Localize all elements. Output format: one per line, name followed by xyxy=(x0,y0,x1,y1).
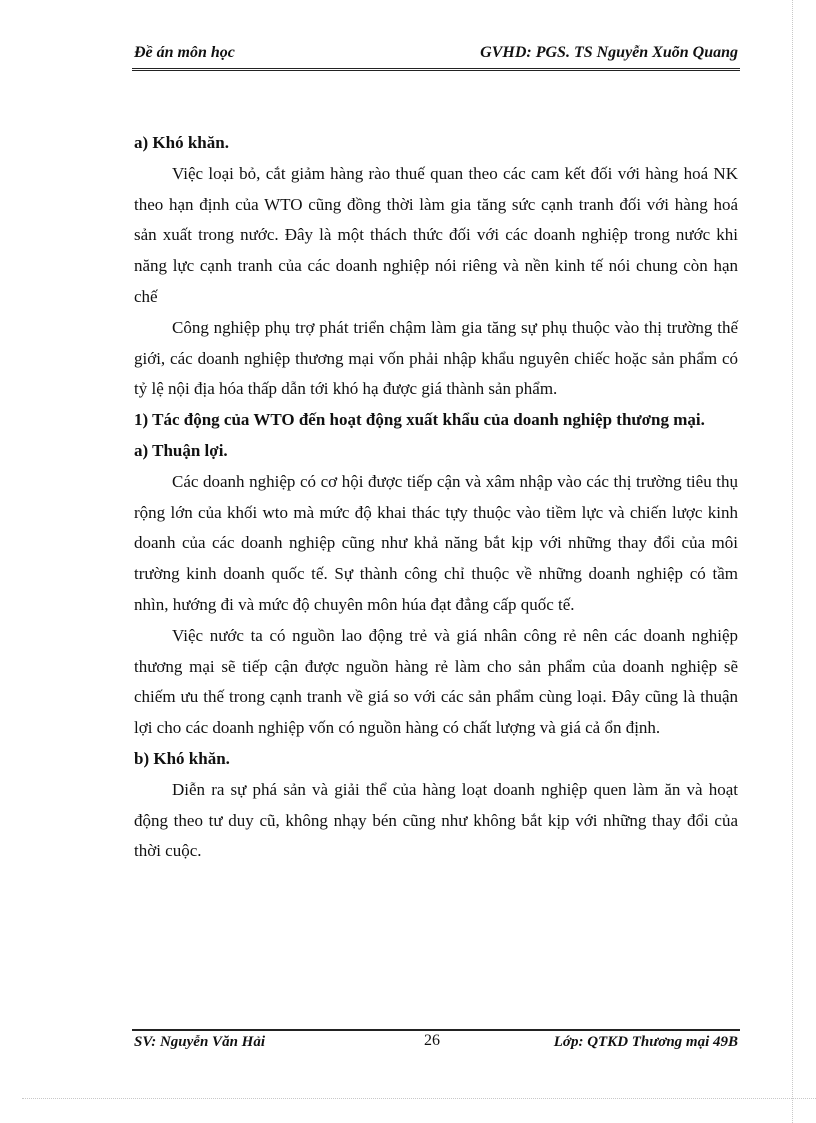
paragraph-supporting-industry: Công nghiệp phụ trợ phát triển chậm làm gia tăng sự phụ thuộc vào thị trường thế giới, các doanh nghiệp thương mại vốn phải nhập khẩu nguyên chiếc hoặc sản phẩm có tỷ lệ nội địa hóa thấp dẫn tới khó hạ được giá thành sản phẩm. xyxy=(134,317,738,399)
footer-divider xyxy=(132,1029,740,1031)
heading-advantages: a) Thuận lợi. xyxy=(134,440,228,460)
paragraph-labor-cost: Việc nước ta có nguồn lao động trẻ và giá nhân công rẻ nên các doanh nghiệp thương mại sẽ tiếp cận được nguồn hàng rẻ làm cho sản phẩm của doanh nghiệp sẽ chiếm ưu thế trong cạnh tranh về giá so với các sản phẩm cùng loại. Đây cũng là thuận lợi cho các doanh nghiệp vốn có nguồn hàng có chất lượng và giá cả ổn định. xyxy=(134,625,738,738)
page-header xyxy=(134,44,738,68)
heading-difficulties-b: b) Khó khăn. xyxy=(134,748,230,768)
page-border-dots-vertical xyxy=(792,0,793,1123)
paragraph-market-access: Các doanh nghiệp có cơ hội được tiếp cận và xâm nhập vào các thị trường tiêu thụ rộng lớn của khối wto mà mức độ khai thác tựy thuộc vào tiềm lực và chiến lược kinh doanh của các doanh nghiệp cũng như khả năng bắt kịp với những thay đổi của môi trường kinh doanh quốc tế. Sự thành công chỉ thuộc về những doanh nghiệp có tầm nhìn, hướng đi và mức độ chuyên môn húa đạt đẳng cấp quốc tế. xyxy=(134,471,738,614)
header-supervisor: GVHD: PGS. TS Nguyễn Xuõn Quang xyxy=(480,44,738,61)
footer-student-name: SV: Nguyễn Văn Hải xyxy=(134,1034,265,1050)
page-border-dots-horizontal xyxy=(22,1098,816,1099)
header-divider xyxy=(132,68,740,71)
heading-section-wto-impact: 1) Tác động của WTO đến hoạt động xuất khẩu của doanh nghiệp thương mại. xyxy=(134,410,705,430)
header-course-title: Đề án môn học xyxy=(134,44,235,61)
footer-class: Lớp: QTKD Thương mại 49B xyxy=(553,1034,738,1050)
paragraph-tariff-reduction: Việc loại bỏ, cắt giảm hàng rào thuế quan theo các cam kết đối với hàng hoá NK theo hạn định của WTO cũng đồng thời làm gia tăng sức cạnh tranh đối với hàng hoá sản xuất trong nước. Đây là một thách thức đối với các doanh nghiệp trong nước khi năng lực cạnh tranh của các doanh nghiệp nói riêng và nền kinh tế nói chung còn hạn chế xyxy=(134,163,738,306)
paragraph-bankruptcy: Diễn ra sự phá sản và giải thể của hàng loạt doanh nghiệp quen làm ăn và hoạt động theo tư duy cũ, không nhạy bén cũng như không bắt kịp với những thay đổi của thời cuộc. xyxy=(134,779,738,861)
page-number: 26 xyxy=(424,1032,440,1049)
heading-difficulties-a: a) Khó khăn. xyxy=(134,133,229,152)
page-footer xyxy=(134,1034,738,1056)
document-body xyxy=(134,128,738,867)
